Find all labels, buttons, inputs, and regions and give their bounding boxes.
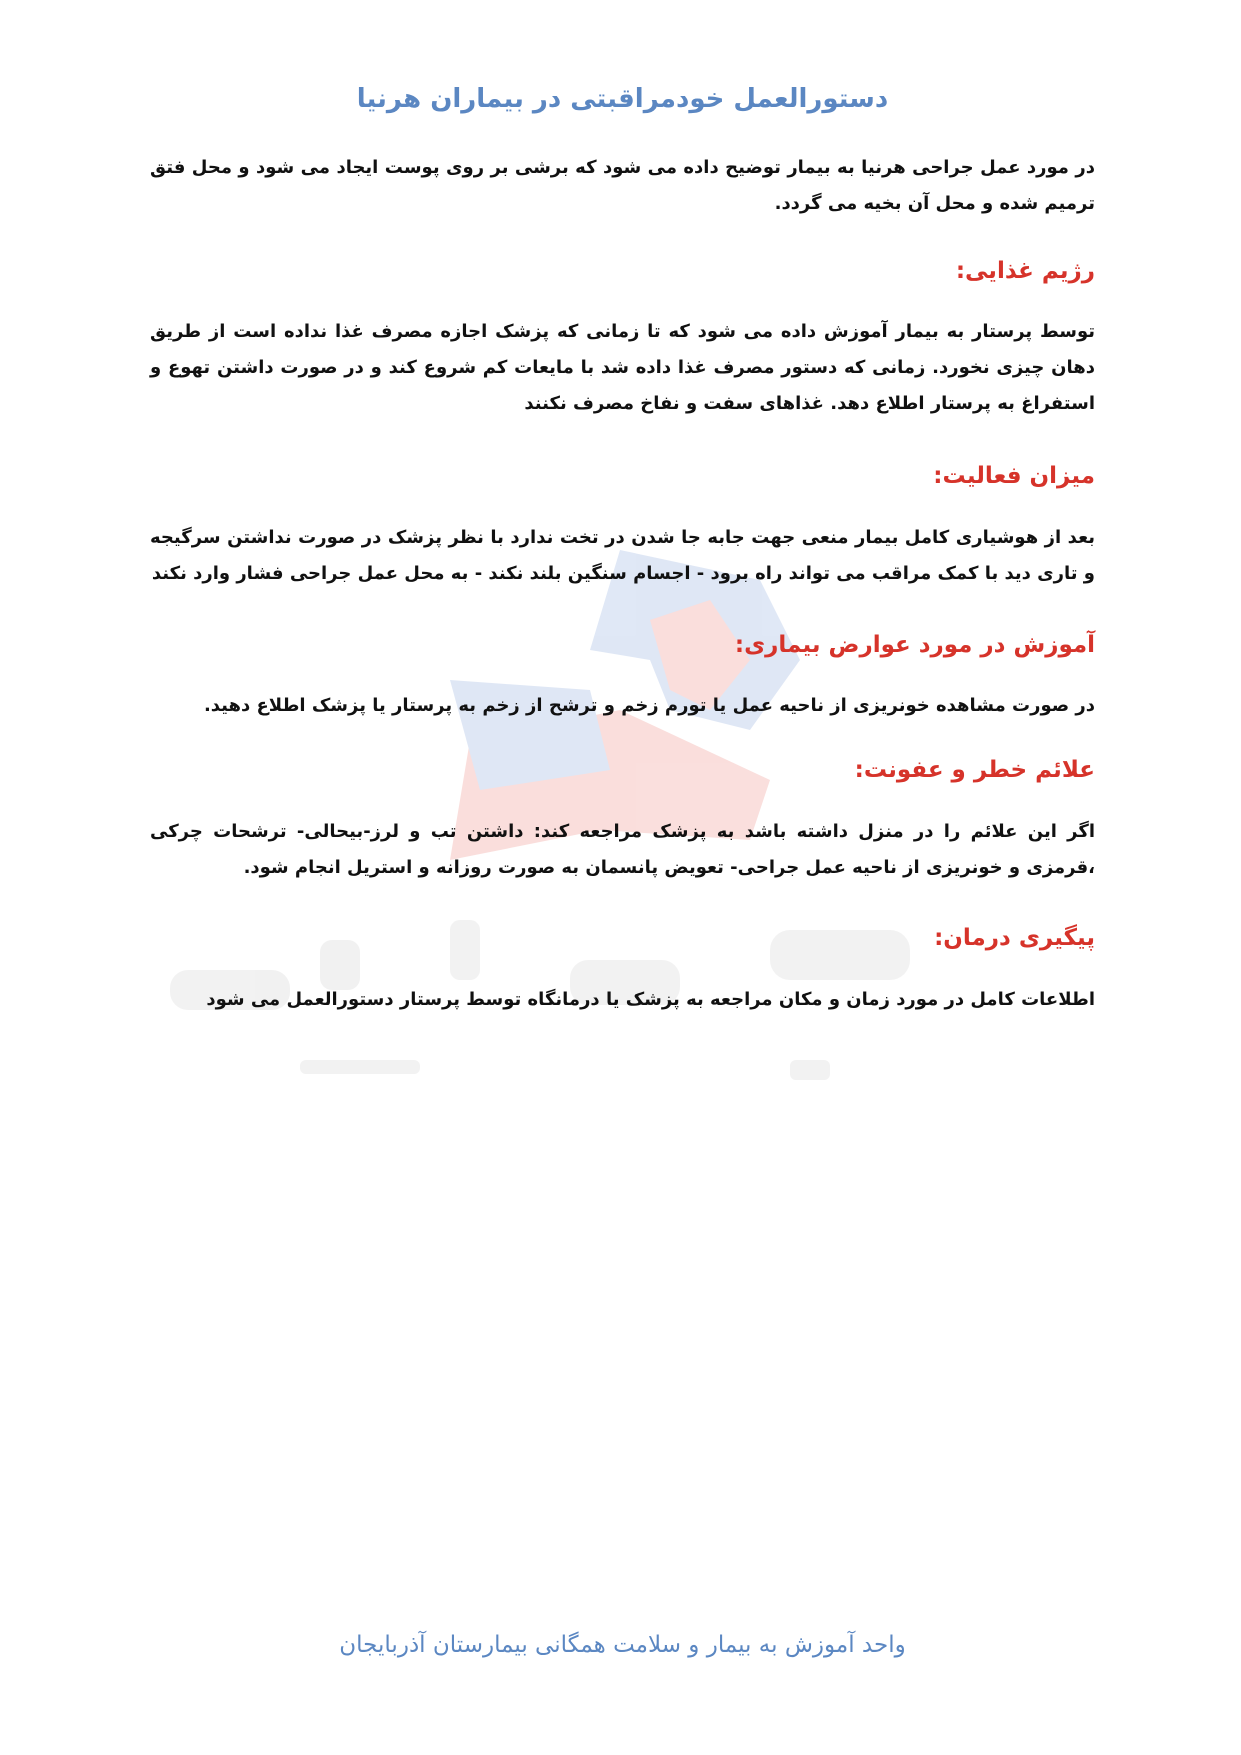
section-body-diet: توسط پرستار به بیمار آموزش داده می شود که تا زمانی که پزشک اجازه مصرف غذا نداده است از طریق دهان چیزی نخورد. زمانی که دستور مصرف غذا داده شد با مایعات کم شروع کند و در صورت داشتن تهوع و استفراغ به پرستار اطلاع دهد. غذاهای سفت و نفاخ مصرف نکنند	[150, 321, 1095, 414]
intro-paragraph: در مورد عمل جراحی هرنیا به بیمار توضیح داده می شود که برشی بر روی پوست ایجاد می شود و محل فتق ترمیم شده و محل آن بخیه می گردد.	[150, 157, 1095, 214]
section-heading-follow-up: پیگیری درمان:	[934, 925, 1095, 951]
document-title: دستورالعمل خودمراقبتی در بیماران هرنیا	[356, 84, 889, 114]
section-heading-activity: میزان فعالیت:	[933, 463, 1095, 489]
section-body-activity: بعد از هوشیاری کامل بیمار منعی جهت جابه جا شدن در تخت ندارد با نظر پزشک در صورت نداشتن سرگیجه و تاری دید با کمک مراقب می تواند راه برود - اجسام سنگین بلند نکند - به محل عمل جراحی فشار وارد نکند	[150, 527, 1095, 584]
document-page	[150, 0, 1095, 1755]
section-body-follow-up: اطلاعات کامل در مورد زمان و مکان مراجعه به پزشک یا درمانگاه توسط پرستار دستورالعمل می شود	[206, 989, 1095, 1010]
footer-text: واحد آموزش به بیمار و سلامت همگانی بیمارستان آذربایجان	[339, 1632, 906, 1658]
section-heading-danger-signs: علائم خطر و عفونت:	[854, 757, 1095, 783]
section-heading-complications: آموزش در مورد عوارض بیماری:	[734, 632, 1095, 658]
section-heading-diet: رژیم غذایی:	[955, 258, 1095, 284]
section-body-danger-signs: اگر این علائم را در منزل داشته باشد به پزشک مراجعه کند: داشتن تب و لرز-بیحالی- ترشحات چرکی ،قرمزی و خونریزی از ناحیه عمل جراحی- تعویض پانسمان به صورت روزانه و استریل انجام شود.	[150, 821, 1095, 878]
section-body-complications: در صورت مشاهده خونریزی از ناحیه عمل یا تورم زخم و ترشح از زخم به پرستار یا پزشک اطلاع دهید.	[203, 695, 1095, 716]
